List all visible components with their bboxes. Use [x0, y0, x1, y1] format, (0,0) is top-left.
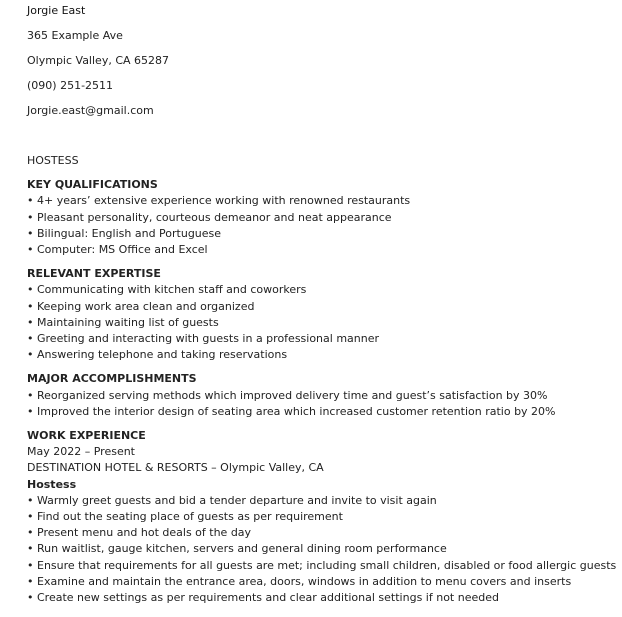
list-item: • Run waitlist, gauge kitchen, servers and general dining room performance — [27, 541, 617, 557]
list-item: • Greeting and interacting with guests in a professional manner — [27, 331, 617, 347]
contact-block — [27, 4, 169, 129]
list-item: • Bilingual: English and Portuguese — [27, 226, 617, 242]
experience-section — [27, 428, 617, 606]
resume-body — [27, 153, 617, 606]
list-item: • Create new settings as per requirements and clear additional settings if not needed — [27, 590, 617, 606]
list-item: • 4+ years’ extensive experience working with renowned restaurants — [27, 193, 617, 209]
list-item: • Present menu and hot deals of the day — [27, 525, 617, 541]
accomplishments-section — [27, 371, 617, 420]
list-item: • Communicating with kitchen staff and coworkers — [27, 282, 617, 298]
list-item: • Reorganized serving methods which improved delivery time and guest’s satisfaction by 30% — [27, 388, 617, 404]
job-title: Hostess — [27, 477, 77, 491]
candidate-name: Jorgie East — [27, 4, 86, 17]
qualifications-section — [27, 177, 617, 258]
list-item: • Answering telephone and taking reservations — [27, 347, 617, 363]
list-item: • Keeping work area clean and organized — [27, 299, 617, 315]
list-item: • Improved the interior design of seating area which increased customer retention ratio by 20% — [27, 404, 617, 420]
email-address: Jorgie.east@gmail.com — [27, 104, 154, 117]
list-item: • Pleasant personality, courteous demeanor and neat appearance — [27, 210, 617, 226]
address-line-1: 365 Example Ave — [27, 29, 123, 42]
address-line-2: Olympic Valley, CA 65287 — [27, 54, 170, 67]
section-heading: MAJOR ACCOMPLISHMENTS — [27, 372, 197, 386]
objective-title: HOSTESS — [27, 154, 79, 167]
employer-name: DESTINATION HOTEL & RESORTS – Olympic Valley, CA — [27, 461, 324, 475]
list-item: • Warmly greet guests and bid a tender departure and invite to visit again — [27, 493, 617, 509]
section-heading: KEY QUALIFICATIONS — [27, 178, 158, 192]
employment-dates: May 2022 – Present — [27, 445, 135, 459]
list-item: • Maintaining waiting list of guests — [27, 315, 617, 331]
list-item: • Computer: MS Office and Excel — [27, 242, 617, 258]
list-item: • Find out the seating place of guests as per requirement — [27, 509, 617, 525]
section-heading: WORK EXPERIENCE — [27, 429, 146, 443]
section-heading: RELEVANT EXPERTISE — [27, 267, 161, 281]
expertise-section — [27, 266, 617, 363]
list-item: • Ensure that requirements for all guests are met; including small children, disabled or food allergic guests — [27, 558, 617, 574]
list-item: • Examine and maintain the entrance area, doors, windows in addition to menu covers and inserts — [27, 574, 617, 590]
phone-number: (090) 251-2511 — [27, 79, 114, 92]
